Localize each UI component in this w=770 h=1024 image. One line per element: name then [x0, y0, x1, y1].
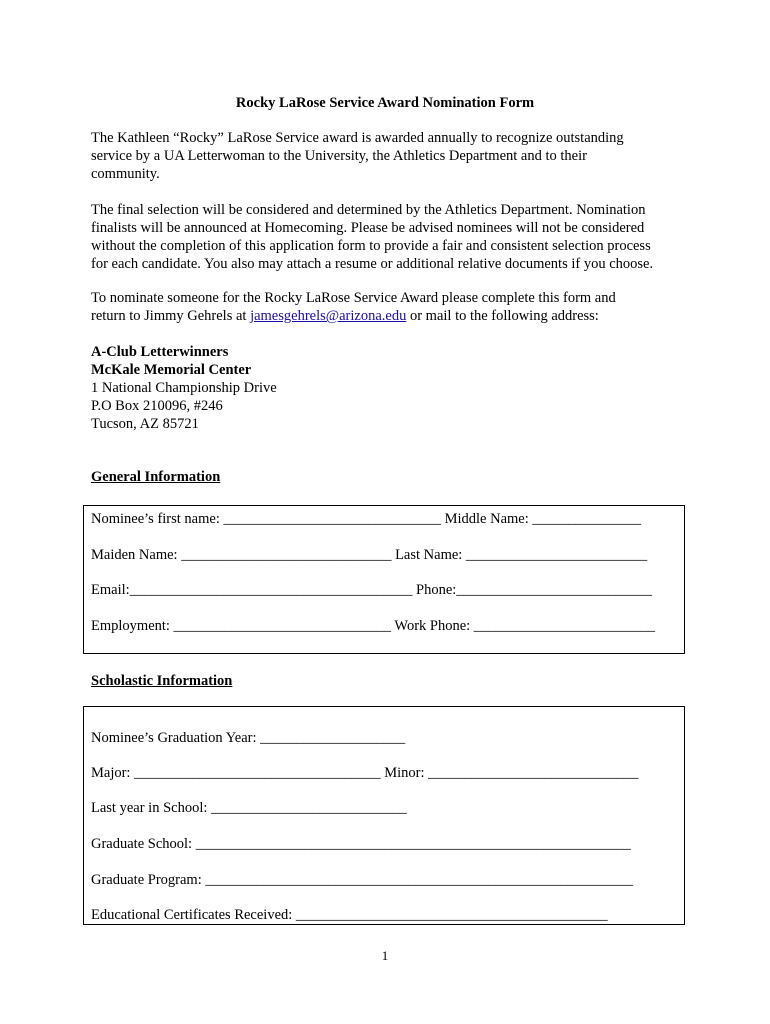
document-title: Rocky LaRose Service Award Nomination Form — [235, 95, 535, 111]
mailing-address — [91, 343, 277, 433]
selection-line: for each candidate. You also may attach a resume or additional relative documents if you choose. — [91, 256, 654, 272]
general-information-heading: General Information — [91, 469, 221, 485]
address-line-building: McKale Memorial Center — [91, 362, 252, 378]
major-minor-fields[interactable]: Major: __________________________________ Minor: _____________________________ — [91, 765, 639, 781]
selection-line: finalists will be announced at Homecoming. Please be advised nominees will not be considered — [91, 220, 645, 236]
nominate-paragraph — [91, 289, 691, 325]
scholastic-information-box — [83, 706, 685, 925]
page-number: 1 — [381, 948, 389, 963]
address-line-city: Tucson, AZ 85721 — [91, 416, 199, 432]
employment-fields[interactable]: Employment: ______________________________ Work Phone: _________________________ — [91, 618, 656, 634]
intro-line: The Kathleen “Rocky” LaRose Service award is awarded annually to recognize outstanding — [91, 130, 624, 146]
address-line-organization: A-Club Letterwinners — [91, 344, 229, 360]
nominee-name-fields[interactable]: Nominee’s first name: ______________________________ Middle Name: _______________ — [91, 511, 642, 527]
intro-line: community. — [91, 166, 160, 182]
selection-line: The final selection will be considered and determined by the Athletics Department. Nomination — [91, 202, 646, 218]
scholastic-information-heading: Scholastic Information — [91, 673, 233, 689]
nominate-prefix: return to Jimmy Gehrels at — [91, 308, 251, 324]
email-link[interactable]: jamesgehrels@arizona.edu — [250, 308, 407, 324]
nominate-line: To nominate someone for the Rocky LaRose Service Award please complete this form and — [91, 290, 616, 306]
address-line-pobox: P.O Box 210096, #246 — [91, 398, 223, 414]
certificates-field[interactable]: Educational Certificates Received: ___________________________________________ — [91, 907, 608, 923]
email-phone-fields[interactable]: Email:_______________________________________ Phone:___________________________ — [91, 582, 653, 598]
address-line-street: 1 National Championship Drive — [91, 380, 277, 396]
graduation-year-field[interactable]: Nominee’s Graduation Year: ____________________ — [91, 730, 406, 746]
last-year-field[interactable]: Last year in School: ___________________________ — [91, 800, 407, 816]
maiden-last-name-fields[interactable]: Maiden Name: _____________________________ Last Name: _________________________ — [91, 547, 648, 563]
graduate-school-field[interactable]: Graduate School: ____________________________________________________________ — [91, 836, 631, 852]
nominate-suffix: or mail to the following address: — [406, 308, 599, 324]
intro-paragraph — [91, 129, 691, 183]
intro-line: service by a UA Letterwoman to the University, the Athletics Department and to their — [91, 148, 587, 164]
graduate-program-field[interactable]: Graduate Program: ___________________________________________________________ — [91, 872, 634, 888]
nominate-line — [91, 307, 691, 325]
general-information-box — [83, 505, 685, 654]
selection-line: without the completion of this application form to provide a fair and consistent selection process — [91, 238, 651, 254]
selection-paragraph — [91, 201, 691, 273]
